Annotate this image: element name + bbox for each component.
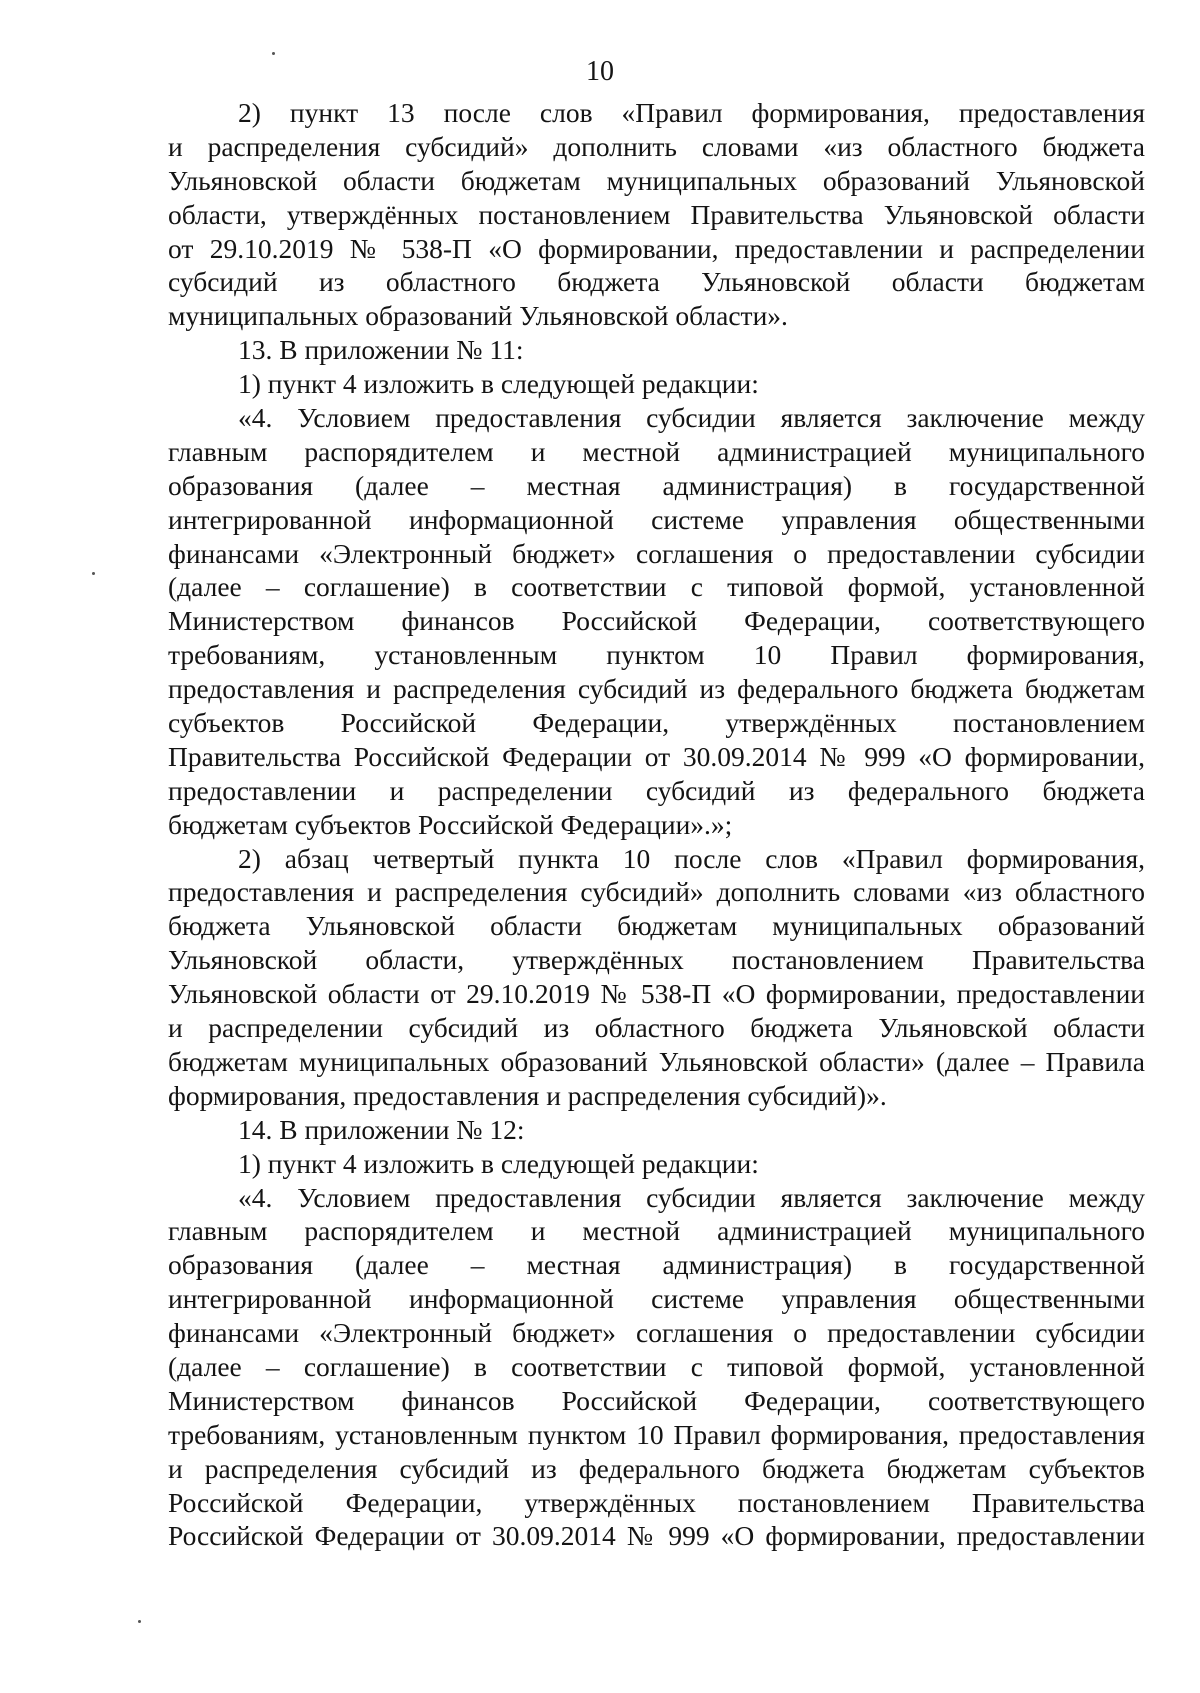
text-line: финансами «Электронный бюджет» соглашения о предоставлении субсидии: [168, 1317, 1145, 1349]
text-line: бюджета Ульяновской области бюджетам муниципальных образований: [168, 910, 1145, 942]
text-line: интегрированной информационной системе управления общественными: [168, 1283, 1145, 1315]
text-line: от 29.10.2019 № 538-П «О формировании, предоставлении и распределении: [168, 232, 1145, 264]
text-line: формирования, предоставления и распределения субсидий)».: [168, 1079, 887, 1111]
text-line: образования (далее – местная администрация) в государственной: [168, 469, 1145, 501]
page-number: 10: [586, 56, 614, 87]
text-line: муниципальных образований Ульяновской области».: [168, 300, 788, 332]
text-line: «4. Условием предоставления субсидии является заключение между: [238, 402, 1145, 434]
text-line: «4. Условием предоставления субсидии является заключение между: [238, 1181, 1145, 1213]
text-line: 1) пункт 4 изложить в следующей редакции:: [238, 368, 759, 400]
text-line: предоставления и распределения субсидий» дополнить словами «из областного: [168, 876, 1145, 908]
text-line: и распределении субсидий из областного бюджета Ульяновской области: [168, 1012, 1145, 1044]
text-line: требованиям, установленным пунктом 10 Правил формирования, предоставления: [168, 1418, 1145, 1450]
text-line: субъектов Российской Федерации, утверждённых постановлением: [168, 707, 1145, 739]
text-line: 2) пункт 13 после слов «Правил формирования, предоставления: [238, 97, 1145, 128]
text-line: и распределения субсидий из федерального бюджета бюджетам субъектов: [168, 1452, 1145, 1484]
text-line: Министерством финансов Российской Федерации, соответствующего: [168, 605, 1145, 637]
text-line: 1) пункт 4 изложить в следующей редакции:: [238, 1147, 759, 1179]
text-line: Ульяновской области, утверждённых постановлением Правительства: [168, 944, 1145, 976]
text-line: Ульяновской области от 29.10.2019 № 538-П «О формировании, предоставлении: [168, 978, 1145, 1010]
text-line: образования (далее – местная администрация) в государственной: [168, 1249, 1145, 1281]
text-line: Правительства Российской Федерации от 30.09.2014 № 999 «О формировании,: [168, 740, 1145, 772]
text-line: бюджетам муниципальных образований Ульяновской области» (далее – Правила: [168, 1045, 1145, 1077]
text-line: Министерством финансов Российской Федерации, соответствующего: [168, 1384, 1145, 1416]
text-line: финансами «Электронный бюджет» соглашения о предоставлении субсидии: [168, 537, 1145, 569]
text-line: 13. В приложении № 11:: [238, 334, 524, 366]
document-body: [168, 96, 1145, 1553]
text-line: предоставления и распределения субсидий из федерального бюджета бюджетам: [168, 673, 1145, 705]
text-line: 2) абзац четвертый пункта 10 после слов «Правил формирования,: [238, 842, 1145, 874]
text-line: требованиям, установленным пунктом 10 Правил формирования,: [168, 639, 1145, 671]
text-line: интегрированной информационной системе управления общественными: [168, 503, 1145, 535]
text-line: Ульяновской области бюджетам муниципальных образований Ульяновской: [168, 164, 1145, 196]
text-line: главным распорядителем и местной администрацией муниципального: [168, 1215, 1145, 1247]
text-line: и распределения субсидий» дополнить словами «из областного бюджета: [168, 130, 1145, 162]
scan-speck: [92, 572, 95, 575]
text-line: бюджетам субъектов Российской Федерации».»;: [168, 808, 733, 840]
text-line: субсидий из областного бюджета Ульяновской области бюджетам: [168, 266, 1145, 298]
text-line: предоставлении и распределении субсидий из федерального бюджета: [168, 774, 1145, 806]
text-line: Российской Федерации от 30.09.2014 № 999 «О формировании, предоставлении: [168, 1520, 1145, 1552]
text-line: области, утверждённых постановлением Правительства Ульяновской области: [168, 198, 1145, 230]
text-line: главным распорядителем и местной администрацией муниципального: [168, 435, 1145, 467]
text-line: (далее – соглашение) в соответствии с типовой формой, установленной: [168, 571, 1145, 603]
text-line: Российской Федерации, утверждённых постановлением Правительства: [168, 1486, 1145, 1518]
text-line: 14. В приложении № 12:: [238, 1113, 525, 1145]
text-line: (далее – соглашение) в соответствии с типовой формой, установленной: [168, 1350, 1145, 1382]
scan-speck: [138, 1620, 141, 1623]
